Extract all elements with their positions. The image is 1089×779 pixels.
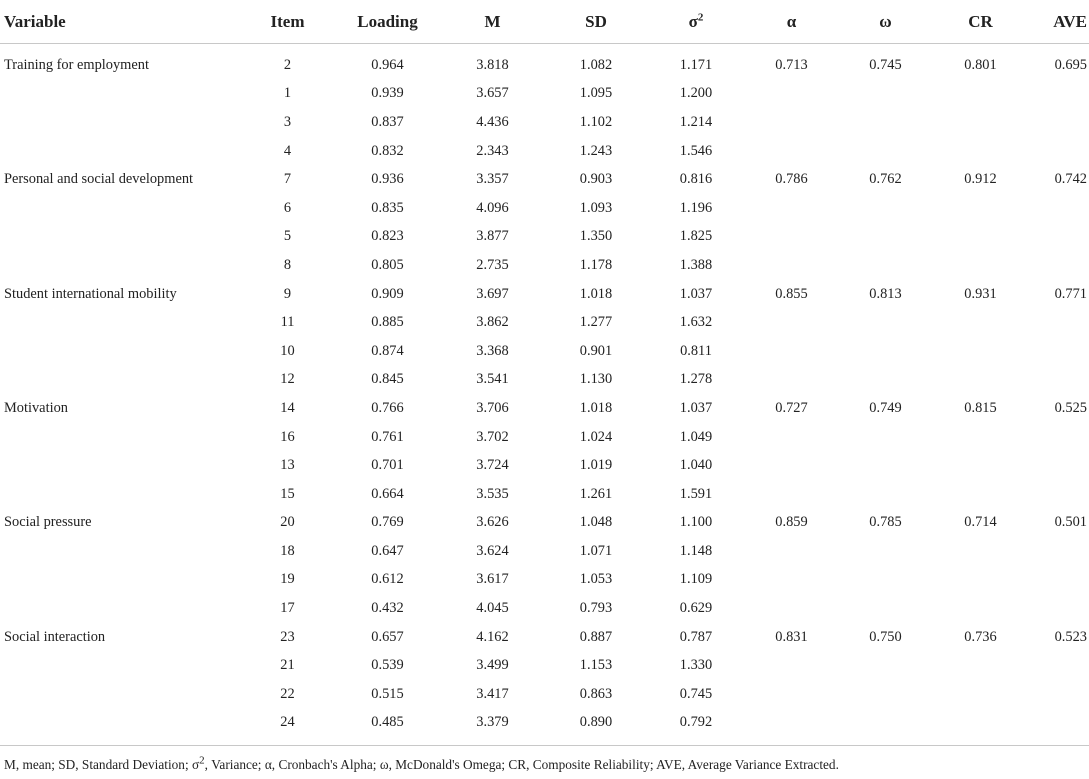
table-row	[0, 194, 1089, 223]
cell-cr	[933, 194, 1028, 223]
cell-alpha	[745, 80, 838, 109]
cell-loading: 0.909	[371, 285, 404, 302]
cell-omega	[838, 451, 933, 480]
cell-variable	[0, 108, 240, 137]
cell-ave	[1028, 308, 1089, 337]
cell-item: 16	[280, 428, 295, 445]
cell-variable: Student international mobility	[4, 285, 177, 302]
cell-variance: 1.040	[679, 457, 713, 474]
cell-item: 15	[280, 485, 295, 502]
cell-variable: Social interaction	[4, 628, 106, 645]
cell-loading: 0.936	[371, 171, 404, 188]
cell-cr	[933, 137, 1028, 166]
cell-variable	[0, 80, 240, 109]
table-row	[0, 223, 1089, 252]
cell-omega	[838, 566, 933, 595]
cell-cr	[933, 594, 1028, 623]
table-row	[0, 480, 1089, 509]
cell-variance: 1.591	[679, 485, 713, 502]
cell-item: 3	[283, 113, 292, 130]
cell-sd: 1.243	[579, 142, 613, 159]
cell-mean: 4.045	[476, 600, 509, 617]
cell-loading: 0.612	[371, 571, 404, 588]
cell-alpha	[745, 251, 838, 280]
cell-sd: 0.901	[579, 342, 613, 359]
cell-variable	[0, 223, 240, 252]
cell-variable	[0, 537, 240, 566]
cell-sd: 0.887	[579, 628, 613, 645]
cell-cr: 0.931	[964, 285, 997, 302]
cell-mean: 3.541	[476, 371, 509, 388]
cell-item: 14	[280, 399, 295, 416]
cell-variable	[0, 137, 240, 166]
cell-mean: 4.096	[476, 199, 509, 216]
cell-omega	[838, 80, 933, 109]
table-row	[0, 509, 1089, 538]
cell-omega	[838, 308, 933, 337]
table-row	[0, 308, 1089, 337]
cell-ave	[1028, 194, 1089, 223]
header-mean: M	[440, 0, 545, 44]
cell-mean: 3.499	[476, 657, 509, 674]
cell-item: 19	[280, 571, 295, 588]
cell-sd: 1.082	[579, 56, 613, 73]
cell-omega: 0.785	[869, 514, 902, 531]
table-row	[0, 366, 1089, 395]
cell-sd: 1.261	[579, 485, 613, 502]
cell-ave	[1028, 594, 1089, 623]
cell-cr	[933, 709, 1028, 746]
cell-variance: 0.811	[680, 342, 712, 359]
table-footnote	[4, 754, 839, 773]
cell-variable: Social pressure	[4, 514, 92, 531]
cell-item: 21	[280, 657, 295, 674]
cell-variable: Motivation	[4, 399, 68, 416]
table-row	[0, 80, 1089, 109]
cell-alpha	[745, 137, 838, 166]
cell-omega	[838, 337, 933, 366]
cell-ave: 0.525	[1054, 399, 1087, 416]
cell-cr	[933, 337, 1028, 366]
cell-cr	[933, 566, 1028, 595]
cell-loading: 0.874	[371, 342, 404, 359]
cell-alpha	[745, 194, 838, 223]
header-cr: CR	[933, 0, 1028, 44]
table-row	[0, 680, 1089, 709]
table-row	[0, 337, 1089, 366]
cell-mean: 4.436	[476, 113, 509, 130]
cell-variable: Training for employment	[4, 56, 149, 73]
cell-ave	[1028, 480, 1089, 509]
cell-ave	[1028, 223, 1089, 252]
header-sd: SD	[545, 0, 647, 44]
cell-alpha	[745, 108, 838, 137]
cell-item: 23	[280, 628, 295, 645]
cell-sd: 1.130	[579, 371, 613, 388]
cell-omega	[838, 651, 933, 680]
cell-alpha	[745, 366, 838, 395]
cell-ave	[1028, 537, 1089, 566]
cell-sd: 1.153	[579, 657, 613, 674]
cell-sd: 1.018	[579, 399, 613, 416]
footnote-text-start: M, mean; SD, Standard Deviation; σ	[4, 757, 200, 772]
cell-ave	[1028, 108, 1089, 137]
cell-variable	[0, 709, 240, 746]
table-row	[0, 566, 1089, 595]
cell-loading: 0.647	[371, 542, 404, 559]
cell-sd: 0.793	[579, 600, 613, 617]
cell-item: 17	[280, 600, 295, 617]
cell-loading: 0.823	[371, 228, 404, 245]
cell-variable	[0, 366, 240, 395]
cell-variance: 1.278	[679, 371, 713, 388]
cell-alpha	[745, 651, 838, 680]
table-row	[0, 394, 1089, 423]
cell-omega: 0.762	[869, 171, 902, 188]
cell-item: 12	[280, 371, 295, 388]
cell-loading: 0.832	[371, 142, 404, 159]
cell-sd: 1.277	[579, 314, 613, 331]
cell-ave: 0.742	[1054, 171, 1087, 188]
cell-ave	[1028, 366, 1089, 395]
cell-ave	[1028, 651, 1089, 680]
cell-loading: 0.964	[371, 56, 404, 73]
cell-loading: 0.769	[371, 514, 404, 531]
cell-cr	[933, 423, 1028, 452]
cell-item: 7	[283, 171, 292, 188]
cell-item: 11	[280, 314, 295, 331]
cell-variable	[0, 451, 240, 480]
cell-omega	[838, 223, 933, 252]
cell-item: 1	[283, 85, 292, 102]
cell-sd: 1.093	[579, 199, 613, 216]
cell-mean: 3.818	[476, 56, 509, 73]
table-row	[0, 594, 1089, 623]
cell-item: 9	[283, 285, 292, 302]
cell-sd: 1.053	[579, 571, 613, 588]
cell-loading: 0.805	[371, 256, 404, 273]
cell-alpha	[745, 223, 838, 252]
cell-loading: 0.539	[371, 657, 404, 674]
cell-sd: 0.890	[545, 709, 647, 746]
table-row	[0, 280, 1089, 309]
cell-variable	[0, 480, 240, 509]
cell-variance: 1.825	[679, 228, 713, 245]
cell-alpha: 0.855	[775, 285, 808, 302]
cell-omega	[838, 366, 933, 395]
cell-ave: 0.771	[1054, 285, 1087, 302]
cell-omega	[838, 108, 933, 137]
cell-sd: 1.350	[579, 228, 613, 245]
cell-mean: 3.862	[476, 314, 509, 331]
footnote-variance-exponent: 2	[199, 754, 205, 767]
cell-loading: 0.845	[371, 371, 404, 388]
cell-loading: 0.657	[371, 628, 404, 645]
cell-variable	[0, 594, 240, 623]
cell-cr	[933, 251, 1028, 280]
cell-mean: 3.702	[476, 428, 509, 445]
cell-alpha	[745, 594, 838, 623]
cell-omega	[838, 251, 933, 280]
cell-omega	[838, 680, 933, 709]
table-row	[0, 251, 1089, 280]
cell-item: 24	[240, 709, 335, 746]
cell-variable	[0, 680, 240, 709]
cell-variable	[0, 194, 240, 223]
cell-loading: 0.939	[371, 85, 404, 102]
cell-mean: 3.877	[476, 228, 509, 245]
cell-cr	[933, 537, 1028, 566]
cell-alpha	[745, 680, 838, 709]
cell-ave	[1028, 137, 1089, 166]
cell-variance: 1.171	[679, 56, 713, 73]
cell-sd: 1.178	[579, 256, 613, 273]
cell-cr	[933, 308, 1028, 337]
cell-mean: 2.735	[476, 256, 509, 273]
cell-loading: 0.761	[371, 428, 404, 445]
cell-mean: 3.657	[476, 85, 509, 102]
cell-sd: 0.903	[579, 171, 613, 188]
cell-mean: 3.626	[476, 514, 509, 531]
cell-ave: 0.523	[1054, 628, 1087, 645]
cell-variance: 1.546	[679, 142, 713, 159]
cell-sd: 1.024	[579, 428, 613, 445]
cell-omega: 0.749	[869, 399, 902, 416]
cell-item: 10	[280, 342, 295, 359]
cell-loading: 0.432	[371, 600, 404, 617]
cell-ave	[1028, 337, 1089, 366]
table-row	[0, 651, 1089, 680]
cell-ave	[1028, 566, 1089, 595]
header-omega: ω	[838, 0, 933, 44]
cell-loading: 0.885	[371, 314, 404, 331]
cell-mean: 3.368	[476, 342, 509, 359]
cell-cr: 0.736	[964, 628, 997, 645]
cell-variance: 1.196	[679, 199, 713, 216]
cell-mean: 3.535	[476, 485, 509, 502]
table-row	[0, 537, 1089, 566]
cell-mean: 3.724	[476, 457, 509, 474]
cell-omega: 0.750	[869, 628, 902, 645]
cell-mean: 3.379	[440, 709, 545, 746]
cell-alpha	[745, 337, 838, 366]
cell-mean: 2.343	[476, 142, 509, 159]
cell-alpha: 0.713	[775, 56, 808, 73]
cell-alpha: 0.786	[775, 171, 808, 188]
cell-ave	[1028, 451, 1089, 480]
cell-variance: 0.816	[679, 171, 713, 188]
cell-alpha	[745, 308, 838, 337]
cell-ave	[1028, 423, 1089, 452]
cell-cr: 0.714	[964, 514, 997, 531]
cell-item: 20	[280, 514, 295, 531]
cell-variance: 1.632	[679, 314, 713, 331]
cell-variance: 1.330	[679, 657, 713, 674]
cell-ave	[1028, 709, 1089, 746]
header-variance	[647, 0, 745, 44]
cell-variance: 1.200	[679, 85, 713, 102]
cell-alpha	[745, 480, 838, 509]
table-row	[0, 423, 1089, 452]
cell-alpha	[745, 537, 838, 566]
cell-cr	[933, 680, 1028, 709]
cell-omega: 0.745	[869, 56, 902, 73]
cell-loading: 0.515	[371, 685, 404, 702]
cell-alpha: 0.727	[775, 399, 808, 416]
cell-alpha	[745, 566, 838, 595]
cell-variance: 0.629	[679, 600, 713, 617]
cell-loading: 0.701	[371, 457, 404, 474]
table-row	[0, 108, 1089, 137]
cell-loading: 0.766	[371, 399, 404, 416]
cell-alpha	[745, 423, 838, 452]
table-row	[0, 709, 1089, 746]
cell-sd: 1.018	[579, 285, 613, 302]
header-row	[0, 0, 1089, 44]
cell-item: 6	[283, 199, 292, 216]
cell-mean: 3.706	[476, 399, 509, 416]
cell-variable: Personal and social development	[4, 171, 194, 188]
cell-sd: 1.071	[579, 542, 613, 559]
cell-item: 8	[283, 256, 292, 273]
cell-variance: 0.787	[679, 628, 713, 645]
cell-variable	[0, 566, 240, 595]
cell-sd: 1.095	[579, 85, 613, 102]
cell-alpha	[745, 709, 838, 746]
cell-variable	[0, 337, 240, 366]
cell-item: 13	[280, 457, 295, 474]
cell-mean: 4.162	[476, 628, 509, 645]
cell-variance: 0.745	[679, 685, 713, 702]
cell-cr	[933, 366, 1028, 395]
cell-loading: 0.837	[371, 113, 404, 130]
table-row	[0, 451, 1089, 480]
header-loading: Loading	[335, 0, 440, 44]
cell-item: 22	[280, 685, 295, 702]
cell-cr	[933, 80, 1028, 109]
cell-cr	[933, 108, 1028, 137]
cell-cr	[933, 480, 1028, 509]
cell-variance: 1.037	[679, 399, 713, 416]
cell-cr: 0.912	[964, 171, 997, 188]
cell-alpha: 0.831	[775, 628, 808, 645]
cell-sd: 0.863	[579, 685, 613, 702]
cell-sd: 1.102	[579, 113, 613, 130]
cell-variance: 1.388	[679, 256, 713, 273]
header-ave: AVE	[1028, 0, 1089, 44]
cell-ave	[1028, 80, 1089, 109]
cell-omega	[838, 709, 933, 746]
cell-sd: 1.019	[579, 457, 613, 474]
cell-alpha: 0.859	[775, 514, 808, 531]
cell-alpha	[745, 451, 838, 480]
cell-ave	[1028, 251, 1089, 280]
cell-omega: 0.813	[869, 285, 902, 302]
cell-ave: 0.695	[1054, 56, 1087, 73]
cell-omega	[838, 480, 933, 509]
cell-item: 2	[283, 56, 292, 73]
cell-variance: 1.109	[679, 571, 713, 588]
cell-variance: 1.148	[679, 542, 713, 559]
header-item: Item	[240, 0, 335, 44]
cell-cr: 0.801	[964, 56, 997, 73]
cell-sd: 1.048	[579, 514, 613, 531]
header-variance-exponent: 2	[697, 10, 704, 23]
cell-variance: 0.792	[647, 709, 745, 746]
cell-cr: 0.815	[964, 399, 997, 416]
cell-variance: 1.100	[679, 514, 713, 531]
cell-variable	[0, 423, 240, 452]
cell-ave	[1028, 680, 1089, 709]
table-row	[0, 44, 1089, 80]
footnote-text-end: , Variance; α, Cronbach's Alpha; ω, McDonald's Omega; CR, Composite Reliability; AVE, Average Variance Extracted.	[204, 757, 839, 772]
cell-variance: 1.214	[679, 113, 713, 130]
cell-cr	[933, 651, 1028, 680]
header-alpha: α	[745, 0, 838, 44]
cell-item: 4	[283, 142, 292, 159]
cell-omega	[838, 137, 933, 166]
table-row	[0, 137, 1089, 166]
cell-variable	[0, 251, 240, 280]
cell-loading: 0.835	[371, 199, 404, 216]
table-row	[0, 623, 1089, 652]
cell-omega	[838, 594, 933, 623]
header-variable: Variable	[0, 0, 240, 44]
cell-variable	[0, 308, 240, 337]
cell-mean: 3.697	[476, 285, 509, 302]
cell-mean: 3.357	[476, 171, 509, 188]
cell-item: 18	[280, 542, 295, 559]
cell-mean: 3.617	[476, 571, 509, 588]
cell-variance: 1.049	[679, 428, 713, 445]
cell-ave: 0.501	[1054, 514, 1087, 531]
cell-mean: 3.624	[476, 542, 509, 559]
cell-omega	[838, 537, 933, 566]
cell-variable	[0, 651, 240, 680]
cell-item: 5	[283, 228, 292, 245]
table-body	[0, 44, 1089, 746]
header-variance-symbol: σ	[688, 11, 698, 31]
cell-loading: 0.664	[371, 485, 404, 502]
cell-omega	[838, 423, 933, 452]
cell-cr	[933, 451, 1028, 480]
cell-mean: 3.417	[476, 685, 509, 702]
cell-variance: 1.037	[679, 285, 713, 302]
cell-omega	[838, 194, 933, 223]
cell-loading: 0.485	[335, 709, 440, 746]
table-row	[0, 165, 1089, 194]
cell-cr	[933, 223, 1028, 252]
